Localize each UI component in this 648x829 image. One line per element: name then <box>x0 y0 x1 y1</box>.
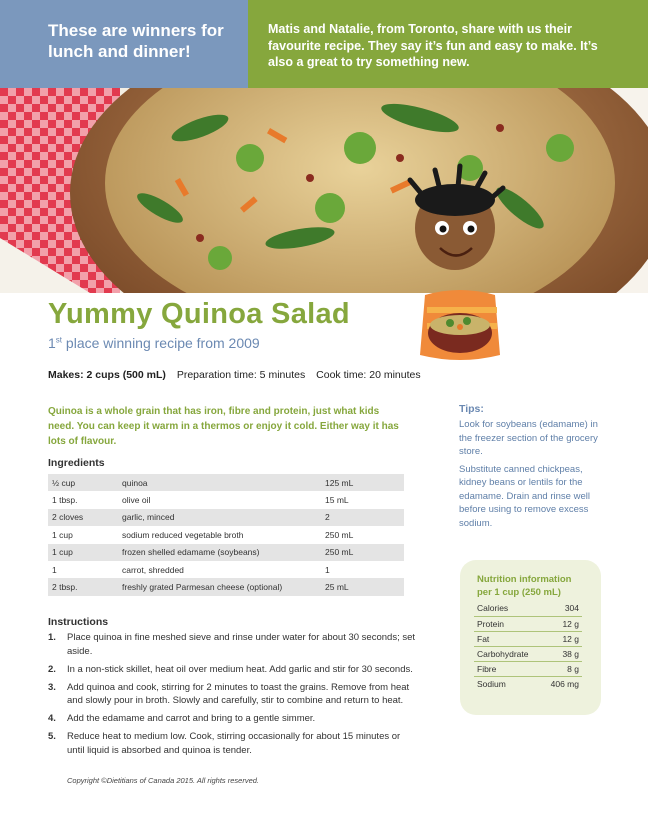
recipe-intro: Quinoa is a whole grain that has iron, fibre and protein, just what kids need. You can keep it warm in a thermos or enjoy it cold. Either way it has lots of flavour. <box>48 406 399 447</box>
banner-description: Matis and Natalie, from Toronto, share with us their favourite recipe. They say it’s fun and easy to make. It’s also a great to try something new. <box>268 22 598 69</box>
nutrition-row <box>474 616 582 631</box>
tips-list <box>459 418 609 534</box>
nutrient-value: 12 g <box>542 616 582 631</box>
ingredient-qty: 1 cup <box>52 529 73 540</box>
ingredient-metric: 25 mL <box>321 578 404 595</box>
ingredient-qty: ½ cup <box>48 474 118 491</box>
instructions-list <box>48 631 418 762</box>
ingredient-row <box>48 491 404 508</box>
nutrient-label: Sodium <box>477 678 506 689</box>
ingredients-table <box>48 474 404 596</box>
nutrition-row <box>474 676 582 691</box>
makes-label: Makes: 2 cups (500 mL) <box>48 369 166 381</box>
copyright-notice: Copyright ©Dietitians of Canada 2015. All rights reserved. <box>67 776 260 785</box>
ingredient-row <box>48 509 404 526</box>
ingredient-name: freshly grated Parmesan cheese (optional) <box>118 578 321 595</box>
step-text: In a non-stick skillet, heat oil over medium heat. Add garlic and stir for 30 seconds. <box>67 663 413 675</box>
instruction-step <box>48 681 418 708</box>
step-text: Add quinoa and cook, stirring for 2 minutes to toast the grains. Remove from heat and slowly pour in broth. Slowly and carefully, stir to combine and return to heat. <box>67 681 410 706</box>
step-text: Reduce heat to medium low. Cook, stirring occasionally for about 15 minutes or until liquid is absorbed and quinoa is tender. <box>67 731 401 756</box>
kid-body-icon <box>405 285 515 365</box>
ingredient-metric: 15 mL <box>325 495 349 506</box>
ingredient-qty: 1 tbsp. <box>52 495 78 506</box>
nutrition-heading: Nutrition information per 1 cup (250 mL) <box>477 574 572 598</box>
step-number: 2. <box>48 663 56 675</box>
cook-time: Cook time: 20 minutes <box>316 369 421 381</box>
step-number: 3. <box>48 681 56 693</box>
nutrition-row <box>474 646 582 661</box>
instruction-step <box>48 712 418 726</box>
nutrient-label: Fat <box>474 631 542 646</box>
ingredient-name: olive oil <box>122 495 151 506</box>
nutrient-value: 406 mg <box>550 678 579 689</box>
step-number: 4. <box>48 713 56 724</box>
step-text: Add the edamame and carrot and bring to a gentle simmer. <box>67 713 316 724</box>
instruction-step <box>48 730 418 757</box>
quinoa-salad-photo <box>0 88 648 293</box>
ingredient-name: sodium reduced vegetable broth <box>122 529 244 540</box>
ingredient-row <box>48 526 404 543</box>
ingredient-metric: 125 mL <box>321 474 404 491</box>
nutrient-value: 8 g <box>542 661 582 676</box>
tips-heading: Tips: <box>459 403 484 415</box>
ingredient-qty: 1 cup <box>48 544 118 561</box>
nutrition-table <box>474 601 582 691</box>
step-number: 5. <box>48 731 56 742</box>
recipe-meta <box>48 369 421 381</box>
instruction-step <box>48 663 418 677</box>
nutrient-value: 12 g <box>542 631 582 646</box>
step-text: Place quinoa in fine meshed sieve and rinse under water for about 30 seconds; set aside. <box>67 632 416 657</box>
ingredient-name: quinoa <box>118 474 321 491</box>
ingredients-heading: Ingredients <box>48 457 105 469</box>
instructions-heading: Instructions <box>48 616 109 628</box>
prep-time: Preparation time: 5 minutes <box>176 369 306 381</box>
nutrition-row <box>474 601 582 616</box>
instruction-step <box>48 631 418 658</box>
tip-item: Look for soybeans (edamame) in the freezer section of the grocery store. <box>459 419 598 457</box>
recipe-subtitle: 1st place winning recipe from 2009 <box>48 335 260 351</box>
ingredient-name: frozen shelled edamame (soybeans) <box>118 544 321 561</box>
nutrition-row <box>474 661 582 676</box>
ingredient-name: garlic, minced <box>118 509 321 526</box>
ingredient-qty: 2 tbsp. <box>48 578 118 595</box>
nutrient-label: Fibre <box>474 661 542 676</box>
food-photo-illustration <box>0 88 648 293</box>
ingredient-metric: 1 <box>325 564 330 575</box>
ingredient-row <box>48 578 404 595</box>
nutrient-value: 38 g <box>542 646 582 661</box>
ingredient-row <box>48 561 404 578</box>
nutrient-label: Protein <box>474 616 542 631</box>
nutrient-value: 304 <box>542 601 582 616</box>
nutrition-row <box>474 631 582 646</box>
ingredient-qty: 1 <box>52 564 57 575</box>
ingredient-metric: 2 <box>321 509 404 526</box>
tip-item: Substitute canned chickpeas, kidney beans or lentils for the edamame. Drain and rinse well before using to remove excess sodium. <box>459 463 590 529</box>
top-banner <box>0 0 648 88</box>
nutrient-label: Carbohydrate <box>474 646 542 661</box>
ingredient-name: carrot, shredded <box>122 564 184 575</box>
banner-headline: These are winners for lunch and dinner! <box>48 21 224 61</box>
ingredient-qty: 2 cloves <box>48 509 118 526</box>
ingredient-metric: 250 mL <box>325 529 354 540</box>
ingredient-row <box>48 544 404 561</box>
step-number: 1. <box>48 632 56 643</box>
nutrient-label: Calories <box>474 601 542 616</box>
ingredient-metric: 250 mL <box>321 544 404 561</box>
recipe-title: Yummy Quinoa Salad <box>48 298 350 330</box>
ingredient-row <box>48 474 404 491</box>
